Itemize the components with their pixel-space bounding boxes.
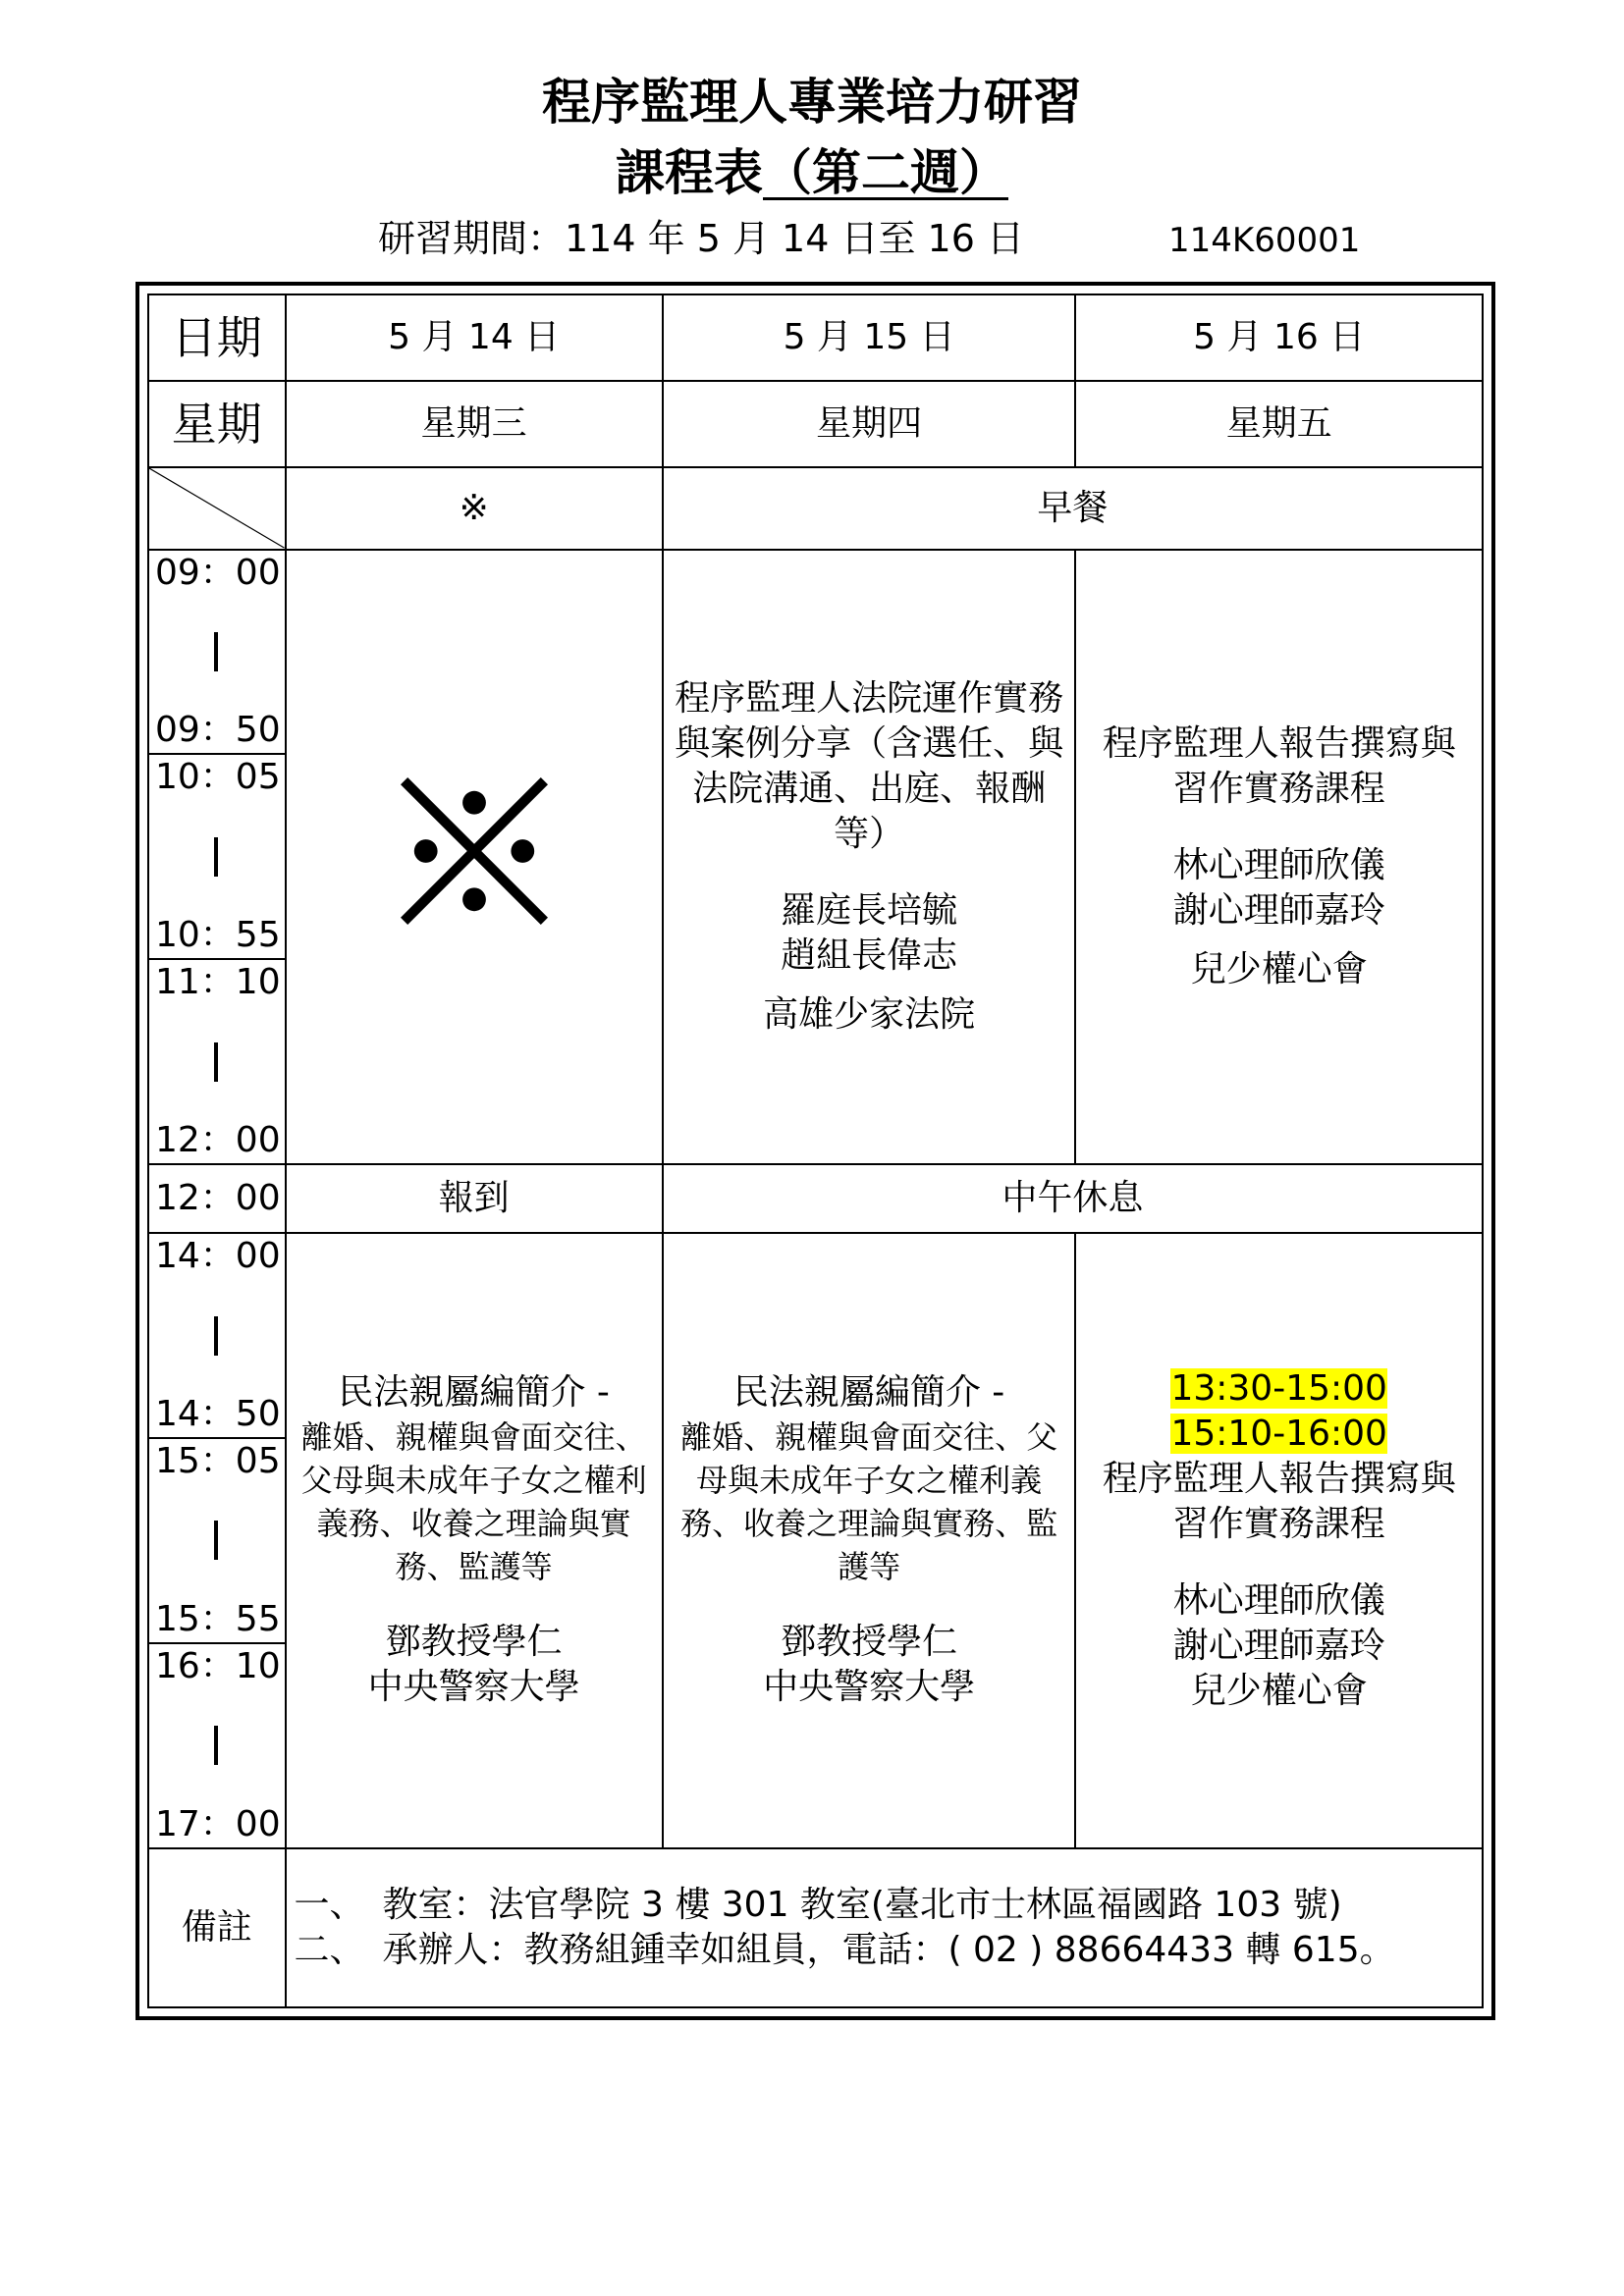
time-slot-1110	[148, 959, 286, 1164]
note-item: 一、 教室：法官學院 3 樓 301 教室(臺北市士林區福國路 103 號)	[294, 1884, 1342, 1925]
speaker: 謝心理師嘉玲	[1172, 889, 1385, 931]
course-detail: 離婚、親權與會面交往、父母與未成年子女之權利義務、收養之理論與實務、監護等	[680, 1418, 1058, 1586]
time-bar	[214, 632, 218, 671]
time-end: 17：00	[155, 1803, 281, 1844]
document-title: 程序監理人專業培力研習	[542, 74, 1082, 131]
speaker: 林心理師欣儀	[1172, 1580, 1385, 1622]
weekday-row	[148, 381, 1483, 467]
time-start: 16：10	[155, 1645, 281, 1686]
speaker: 林心理師欣儀	[1172, 844, 1385, 885]
organization: 高雄少家法院	[763, 993, 976, 1035]
time-bar	[214, 1726, 218, 1765]
noon-day23: 中午休息	[663, 1164, 1483, 1233]
noon-day1: 報到	[286, 1164, 663, 1233]
weekday-day1: 星期三	[286, 381, 663, 467]
speaker: 羅庭長培毓	[781, 889, 958, 931]
subtitle-week: （第二週）	[763, 144, 1008, 201]
time-end: 15：55	[155, 1598, 281, 1639]
schedule-table	[147, 294, 1484, 2008]
time-slot-1610	[148, 1643, 286, 1848]
morning-day1-cell	[286, 550, 663, 1165]
time-slot-1400	[148, 1233, 286, 1438]
date-day3: 5 月 16 日	[1075, 294, 1483, 381]
date-label: 日期	[148, 294, 286, 381]
course-code: 114K60001	[1168, 221, 1361, 260]
afternoon-slot-1	[148, 1233, 1483, 1438]
course-title: 程序監理人報告撰寫與習作實務課程	[1102, 722, 1456, 809]
training-period: 研習期間：114 年 5 月 14 日至 16 日	[378, 217, 1024, 260]
time-bar	[214, 837, 218, 877]
time-start: 14：00	[155, 1236, 281, 1277]
speaker: 鄧教授學仁	[385, 1622, 563, 1663]
speaker: 謝心理師嘉玲	[1172, 1626, 1385, 1667]
note-item: 二、 承辦人：教務組鍾幸如組員，電話：( 02 ) 88664433 轉 615。	[294, 1929, 1395, 1970]
noon-row	[148, 1164, 1483, 1233]
course-title: 程序監理人法院運作實務與案例分享（含選任、與法院溝通、出庭、報酬等）	[675, 677, 1064, 854]
time-slot-0900	[148, 550, 286, 755]
time-start: 15：05	[155, 1440, 281, 1481]
time-bar	[214, 1316, 218, 1356]
date-day2: 5 月 15 日	[663, 294, 1076, 381]
time-slot-1505	[148, 1438, 286, 1643]
time-bar	[214, 1521, 218, 1560]
course-title: 民法親屬編簡介 -	[732, 1372, 1005, 1414]
morning-day3-cell	[1075, 550, 1483, 1165]
breakfast-day23: 早餐	[663, 467, 1483, 549]
breakfast-row	[148, 467, 1483, 549]
course-detail: 離婚、親權與會面交往、父母與未成年子女之權利義務、收養之理論與實務、監護等	[300, 1418, 647, 1586]
notes-content	[286, 1848, 1483, 2007]
diagonal-line-icon	[149, 468, 285, 548]
date-row	[148, 294, 1483, 381]
organization: 中央警察大學	[763, 1667, 976, 1708]
document-subtitle	[0, 143, 1624, 202]
notes-label: 備註	[148, 1848, 286, 2007]
highlighted-time: 13:30-15:00	[1170, 1368, 1387, 1410]
time-start: 10：05	[155, 757, 281, 798]
afternoon-day2-cell	[663, 1233, 1076, 1848]
time-end: 09：50	[155, 710, 281, 751]
time-end: 14：50	[155, 1393, 281, 1434]
time-bar	[214, 1042, 218, 1082]
time-start: 09：00	[155, 552, 281, 593]
afternoon-day1-cell	[286, 1233, 663, 1848]
speaker: 趙組長偉志	[781, 934, 958, 976]
time-end: 12：00	[155, 1120, 281, 1161]
noon-time: 12：00	[148, 1164, 286, 1233]
weekday-label: 星期	[148, 381, 286, 467]
dotted-cross-icon	[391, 768, 558, 934]
time-end: 10：55	[155, 915, 281, 956]
morning-day2-cell	[663, 550, 1076, 1165]
highlighted-time: 15:10-16:00	[1170, 1414, 1387, 1455]
time-start: 11：10	[155, 962, 281, 1003]
subtitle-prefix: 課程表	[616, 144, 763, 201]
time-slot-1005	[148, 754, 286, 959]
afternoon-day3-cell	[1075, 1233, 1483, 1848]
date-day1: 5 月 14 日	[286, 294, 663, 381]
course-title: 程序監理人報告撰寫與習作實務課程	[1102, 1459, 1456, 1545]
morning-slot-1	[148, 550, 1483, 755]
weekday-day3: 星期五	[1075, 381, 1483, 467]
organization: 兒少權心會	[1190, 1671, 1368, 1712]
speaker: 鄧教授學仁	[781, 1622, 958, 1663]
diagonal-cell	[148, 467, 286, 549]
notes-row	[148, 1848, 1483, 2007]
organization: 兒少權心會	[1190, 948, 1368, 989]
weekday-day2: 星期四	[663, 381, 1076, 467]
breakfast-day1: ※	[286, 467, 663, 549]
organization: 中央警察大學	[367, 1667, 580, 1708]
course-title: 民法親屬編簡介 -	[338, 1372, 610, 1414]
